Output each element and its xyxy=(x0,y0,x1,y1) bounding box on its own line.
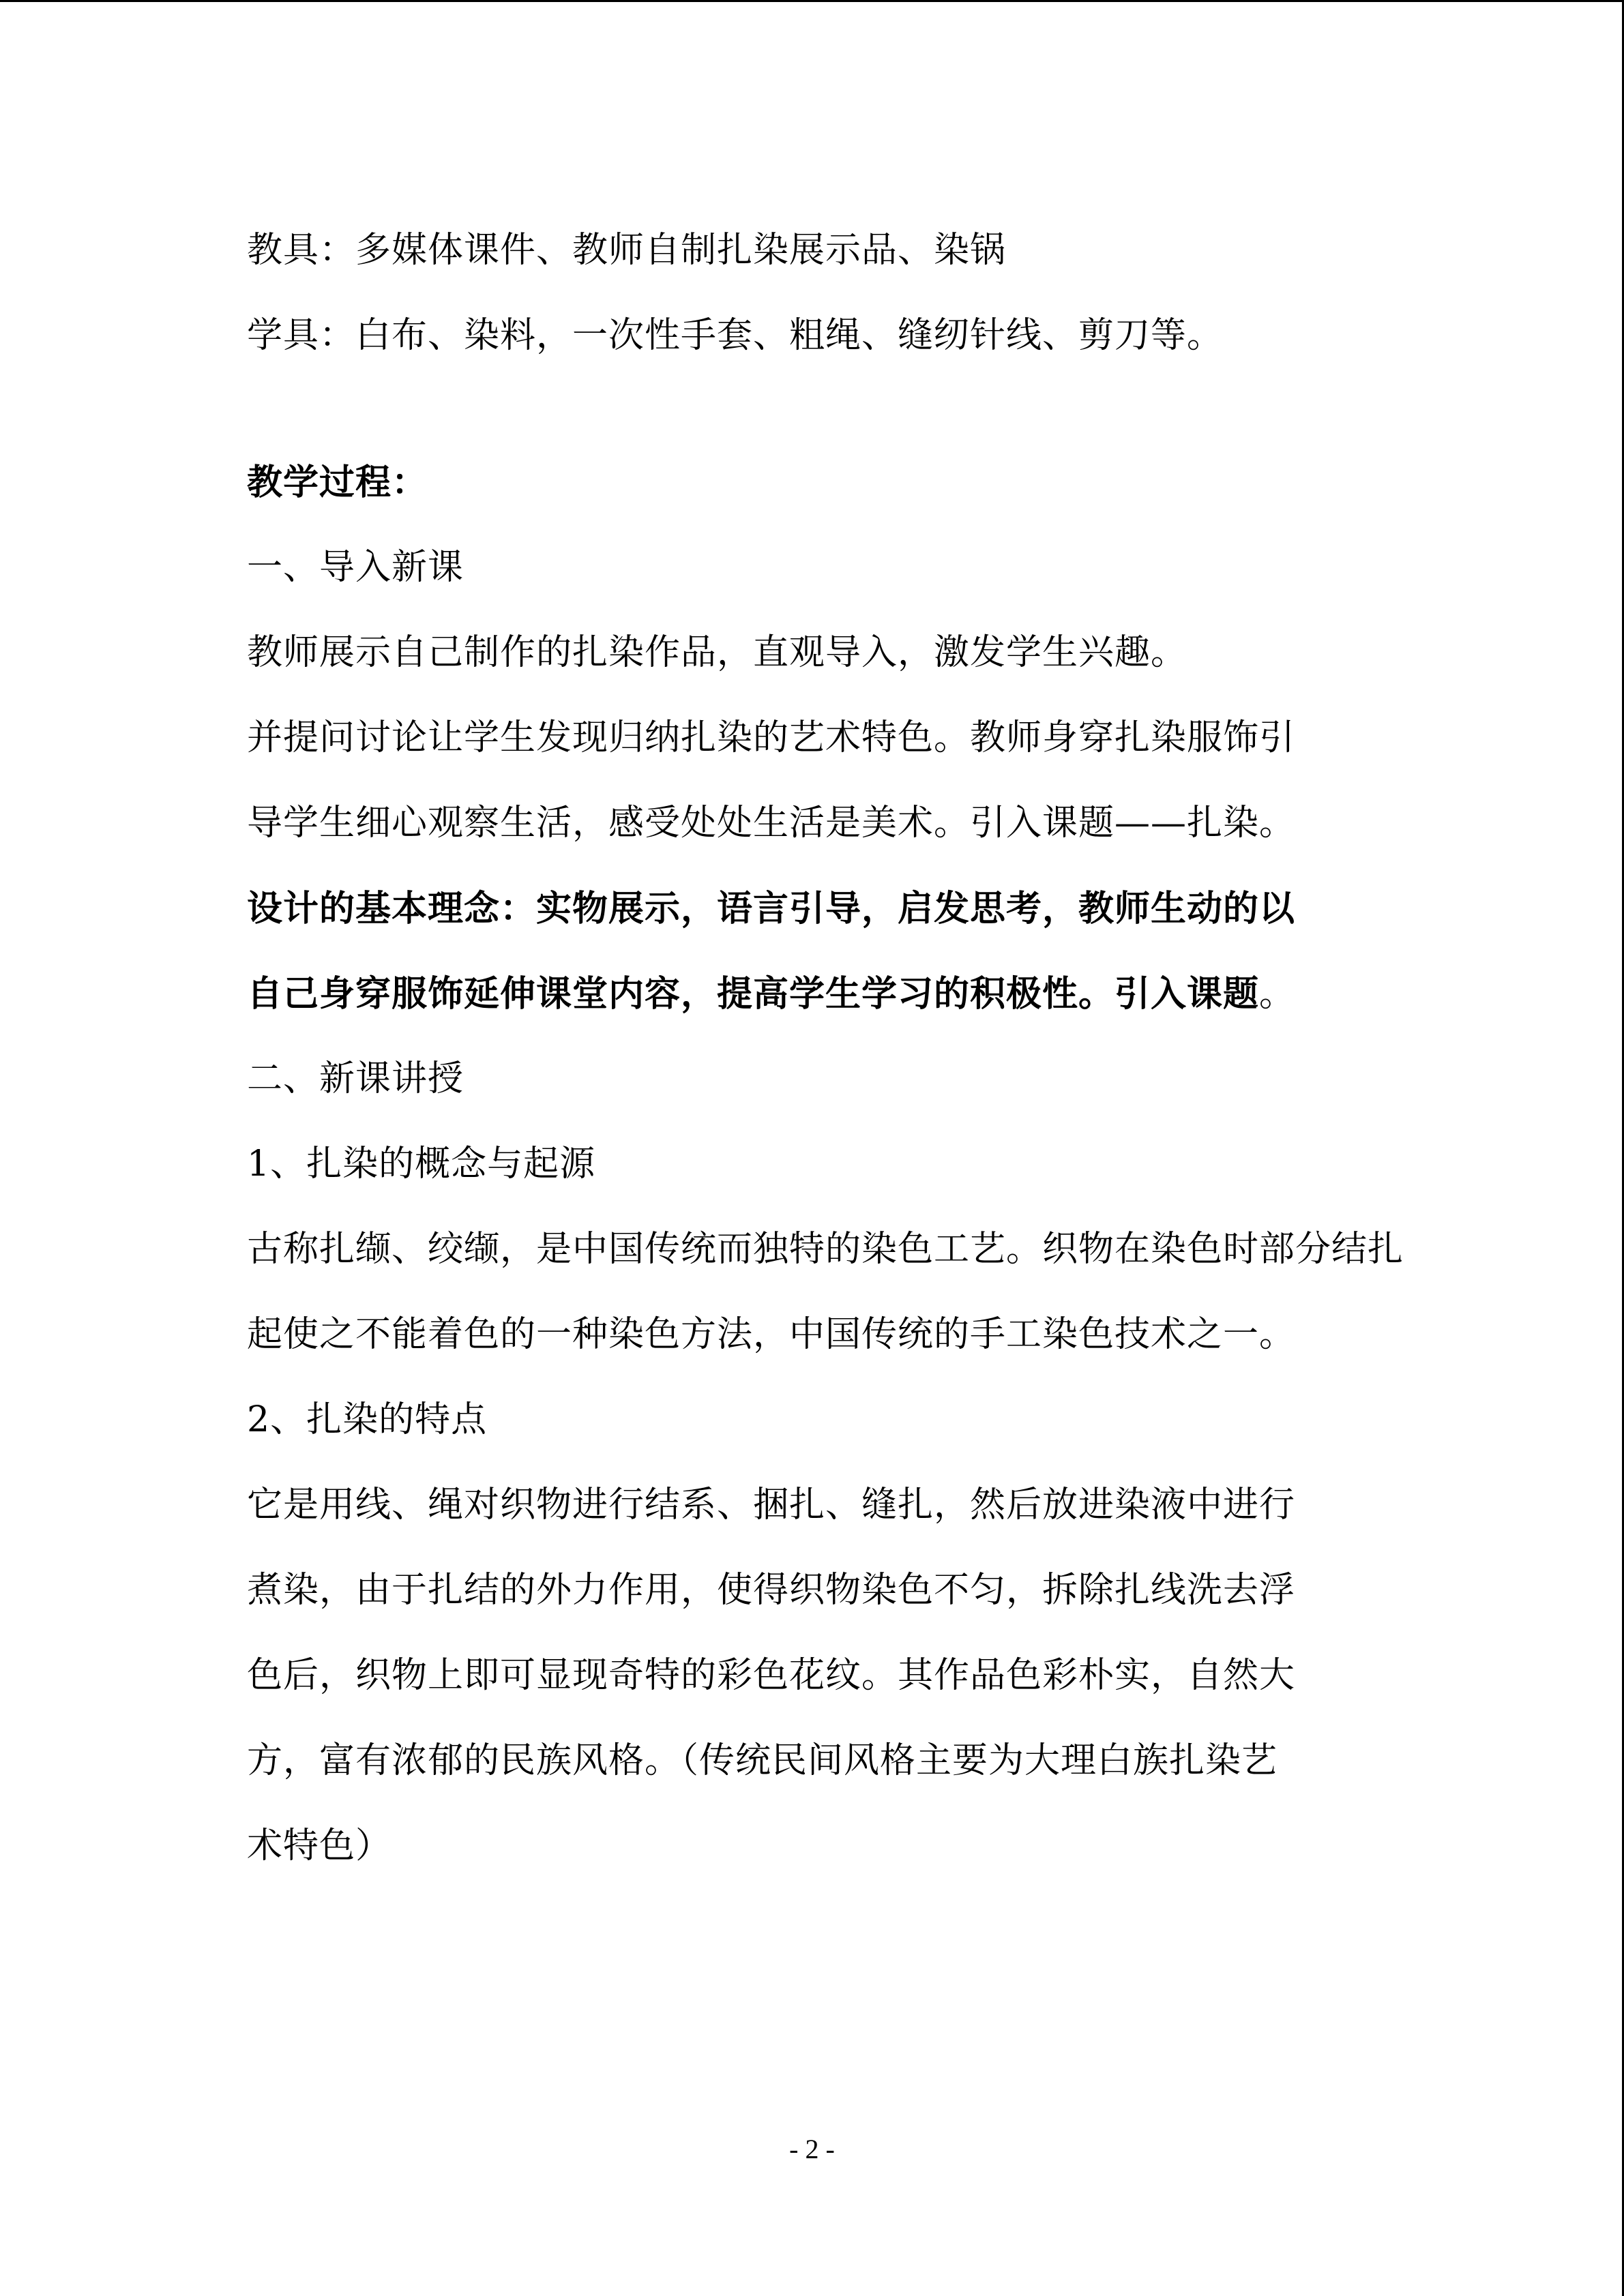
teaching-process-heading: 教学过程： xyxy=(247,462,428,503)
design-concept-period: 。 xyxy=(1259,974,1296,1015)
design-concept-text: 自己身穿服饰延伸课堂内容，提高学生学习的积极性。引入课题 xyxy=(247,973,1260,1015)
design-concept-line xyxy=(247,951,1372,1037)
paragraph-line: 煮染，由于扎结的外力作用，使得织物染色不匀，拆除扎线洗去浮 xyxy=(247,1570,1296,1611)
paragraph-line: 古称扎缬、绞缬，是中国传统而独特的染色工艺。织物在染色时部分结扎 xyxy=(247,1229,1404,1270)
paragraph-line: 色后，织物上即可显现奇特的彩色花纹。其作品色彩朴实，自然大 xyxy=(247,1655,1296,1696)
paragraph-line: 起使之不能着色的一种染色方法，中国传统的手工染色技术之一。 xyxy=(247,1314,1296,1355)
page-top-border xyxy=(0,0,1624,2)
teaching-aids-line: 教具：多媒体课件、教师自制扎染展示品、染锅 xyxy=(247,230,1007,271)
paragraph-line: 教师展示自己制作的扎染作品，直观导入，激发学生兴趣。 xyxy=(247,632,1187,673)
paragraph-line: 它是用线、绳对织物进行结系、捆扎、缝扎，然后放进染液中进行 xyxy=(247,1485,1296,1525)
paragraph-gap xyxy=(247,378,1372,440)
paragraph-line: 导学生细心观察生活，感受处处生活是美术。引入课题——扎染。 xyxy=(247,803,1296,844)
page-number: - 2 - xyxy=(789,2134,835,2164)
paragraph-line: 并提问讨论让学生发现归纳扎染的艺术特色。教师身穿扎染服饰引 xyxy=(247,717,1296,758)
design-concept-line: 设计的基本理念：实物展示，语言引导，启发思考，教师生动的以 xyxy=(247,888,1296,929)
subsection-2-heading: 2、扎染的特点 xyxy=(247,1399,488,1440)
section-1-heading: 一、导入新课 xyxy=(247,547,464,588)
section-2-heading: 二、新课讲授 xyxy=(247,1058,464,1099)
document-body xyxy=(247,208,1404,1889)
subsection-1-heading: 1、扎染的概念与起源 xyxy=(247,1144,596,1184)
paragraph-line: 术特色） xyxy=(247,1825,392,1866)
learning-aids-line: 学具：白布、染料，一次性手套、粗绳、缝纫针线、剪刀等。 xyxy=(247,315,1224,356)
paragraph-line: 方，富有浓郁的民族风格。（传统民间风格主要为大理白族扎染艺 xyxy=(247,1740,1278,1781)
